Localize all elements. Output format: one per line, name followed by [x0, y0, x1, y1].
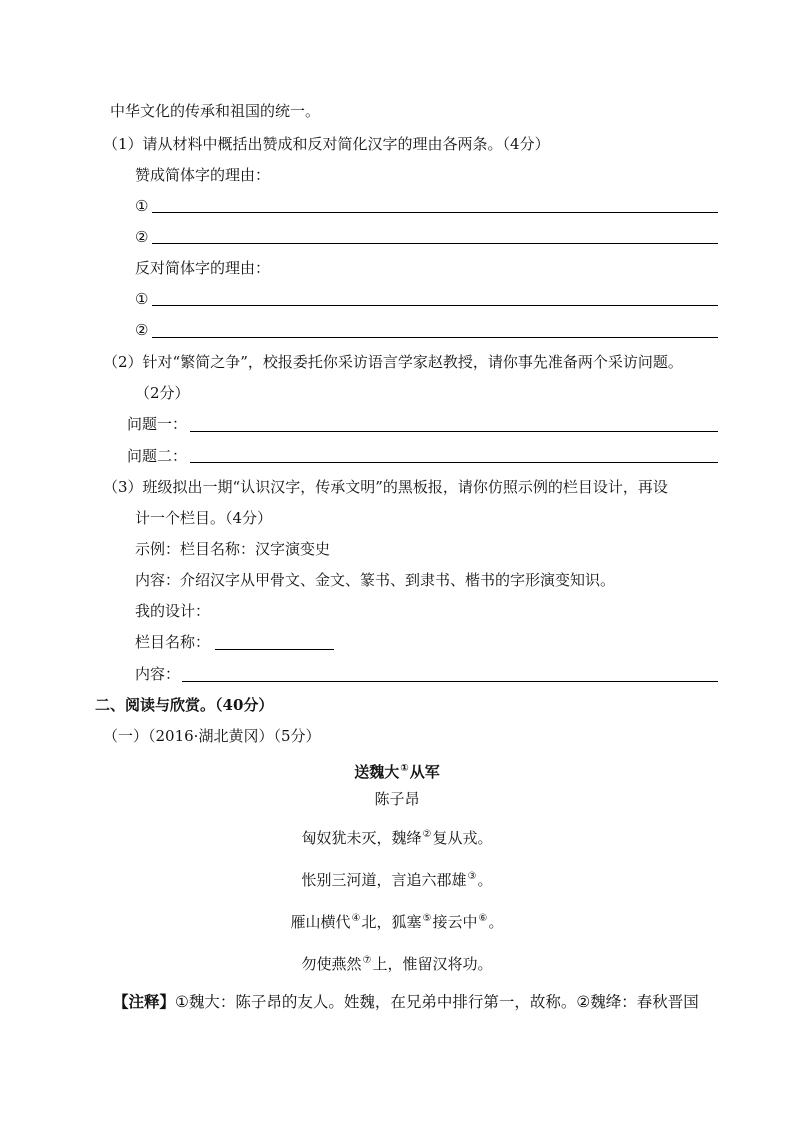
support-reasons-label: 赞成简体字的理由： [135, 166, 271, 184]
question-3-prompt-line-1: （3）班级拟出一期“认识汉字，传承文明”的黑板报，请你仿照示例的栏目设计，再设 [103, 478, 668, 496]
interview-question-2-label: 问题二： [127, 447, 188, 465]
question-3-prompt-line-2: 计一个栏目。（4分） [135, 509, 273, 527]
example-column-title: 示例：栏目名称：汉字演变史 [135, 540, 331, 558]
section-2-heading: 二、阅读与欣赏。（40分） [95, 696, 274, 714]
support-reason-2-blank[interactable] [152, 243, 718, 244]
poem-title: 送魏大①从军 [354, 763, 440, 781]
column-content-label: 内容： [135, 665, 181, 683]
column-content-blank[interactable] [182, 681, 718, 682]
annotation-notes [113, 992, 699, 1012]
oppose-marker-1: ① [135, 290, 149, 308]
support-marker-1: ① [135, 197, 149, 215]
oppose-reasons-label: 反对简体字的理由： [135, 259, 271, 277]
column-name-label: 栏目名称： [135, 633, 211, 651]
poem-line-1: 匈奴犹未灭，魏绛②复从戎。 [301, 829, 493, 847]
column-name-blank[interactable] [215, 649, 334, 650]
my-design-label: 我的设计： [135, 602, 211, 620]
poem-line-3: 雁山横代④北，狐塞⑤接云中⑥。 [290, 913, 504, 931]
annotation-text: ①魏大：陈子昂的友人。姓魏，在兄弟中排行第一，故称。②魏绛：春秋晋国 [175, 993, 699, 1011]
continuation-text: 中华文化的传承和祖国的统一。 [110, 102, 321, 120]
example-column-content: 内容：介绍汉字从甲骨文、金文、篆书、到隶书、楷书的字形演变知识。 [135, 571, 616, 589]
poem-line-2: 怅别三河道，言追六郡雄③。 [301, 871, 493, 889]
oppose-reason-2-blank[interactable] [152, 337, 718, 338]
oppose-marker-2: ② [135, 321, 149, 339]
interview-question-1-blank[interactable] [190, 431, 718, 432]
interview-question-2-blank[interactable] [190, 462, 718, 463]
annotation-label: 【注释】 [113, 993, 176, 1011]
question-2-prompt-line-2: （2分） [135, 384, 190, 402]
poem-line-4: 勿使燕然⑦上，惟留汉将功。 [301, 955, 493, 973]
question-1-prompt: （1）请从材料中概括出赞成和反对简化汉字的理由各两条。（4分） [103, 135, 550, 153]
section-2-subheading: （一）（2016·湖北黄冈）（5分） [103, 727, 321, 745]
question-2-prompt-line-1: （2）针对“繁简之争”，校报委托你采访语言学家赵教授，请你事先准备两个采访问题。 [103, 353, 683, 371]
interview-question-1-label: 问题一： [127, 415, 188, 433]
support-marker-2: ② [135, 228, 149, 246]
support-reason-1-blank[interactable] [152, 212, 718, 213]
oppose-reason-1-blank[interactable] [152, 305, 718, 306]
poem-author: 陈子昂 [374, 790, 420, 808]
